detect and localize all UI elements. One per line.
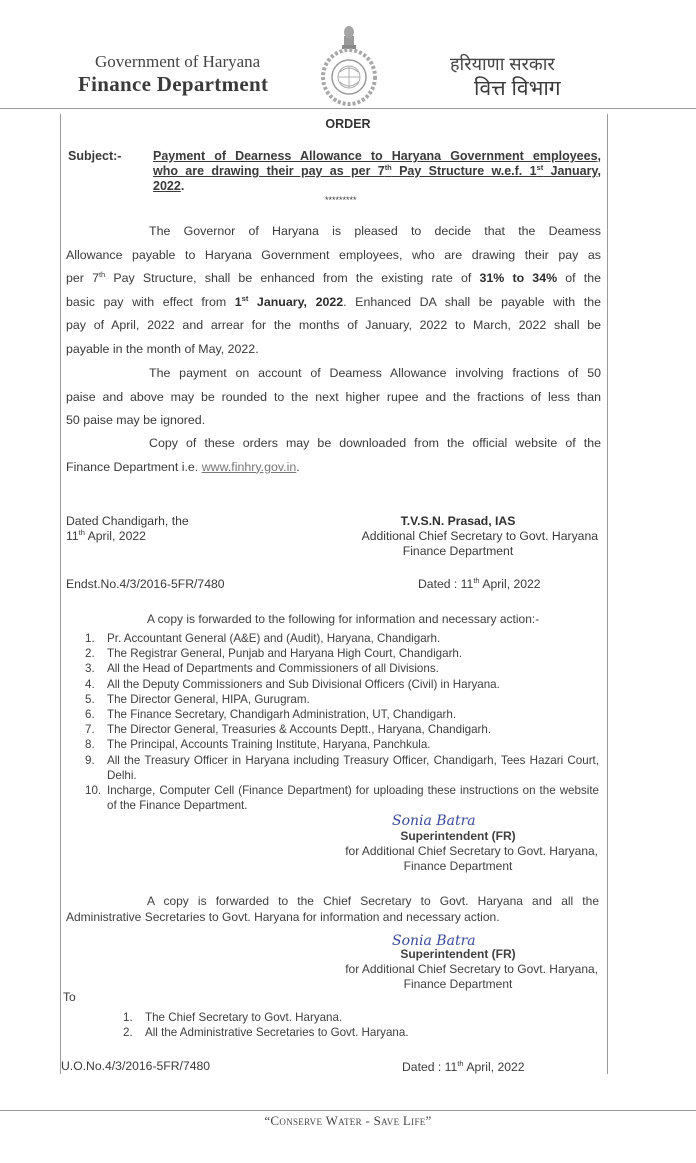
- paragraph-3: [66, 432, 601, 479]
- signature-1-title: Superintendent (FR): [400, 829, 516, 843]
- para2-line1: The payment on account of Deamess Allowance involving fractions of 50: [149, 366, 601, 380]
- para3-line1: Copy of these orders may be downloaded from the official website of the: [149, 436, 601, 450]
- state-emblem-icon: [318, 24, 380, 106]
- signature-1-dept: Finance Department: [403, 859, 513, 873]
- para3-line2: Finance Department i.e. www.finhry.gov.in.: [66, 459, 300, 474]
- left-border: [60, 114, 61, 1074]
- footer-slogan: “Conserve Water - Save Life”: [264, 1113, 432, 1128]
- right-border: [607, 114, 608, 1074]
- subject-line-2c: January,: [543, 164, 601, 178]
- endorsement-number: Endst.No.4/3/2016-5FR/7480: [66, 577, 225, 591]
- signatory-block: [318, 514, 598, 559]
- para1-line3: per 7th Pay Structure, shall be enhanced from the existing rate of 31% to 34% of the: [66, 269, 601, 285]
- to-list-item: 1. The Chief Secretary to Govt. Haryana.: [123, 1011, 343, 1024]
- subject-label: Subject:-: [68, 149, 122, 163]
- signature-2-block: [318, 947, 598, 992]
- subject-sup-th: th: [384, 162, 392, 172]
- signatory-title: Additional Chief Secretary to Govt. Haryana: [361, 529, 598, 543]
- signature-2-title: Superintendent (FR): [400, 947, 516, 961]
- recipient-item: 2. The Registrar General, Punjab and Haryana High Court, Chandigarh.: [85, 647, 463, 661]
- signature-1: Sonia Batra: [392, 813, 476, 829]
- signature-2-for: for Additional Chief Secretary to Govt. Haryana,: [345, 962, 598, 976]
- para2-line3: 50 paise may be ignored.: [66, 413, 206, 427]
- recipient-list: [85, 631, 599, 813]
- to-list: [123, 1010, 593, 1040]
- letterhead-hindi-department: वित्त विभाग: [474, 77, 561, 100]
- subject-line-3: 2022: [153, 179, 181, 193]
- finance-website-link[interactable]: www.finhry.gov.in: [201, 459, 297, 474]
- signatory-department: Finance Department: [402, 544, 514, 558]
- letterhead-government: Government of Haryana: [95, 52, 261, 71]
- subject-line-1: Payment of Dearness Allowance to Haryana Government employees,: [153, 149, 601, 163]
- second-copy-line2: Administrative Secretaries to Govt. Haryana for information and necessary action.: [66, 910, 500, 924]
- subject-sup-st: st: [536, 162, 544, 172]
- letterhead-department: Finance Department: [78, 72, 269, 96]
- recipient-item: 7. The Director General, Treasuries & Accounts Deptt., Haryana, Chandigarh.: [85, 723, 492, 737]
- endorsement-date: Dated : 11th April, 2022: [418, 575, 541, 591]
- subject-line-2a: who are drawing their pay as per 7: [153, 164, 385, 178]
- recipient-item: 9. All the Treasury Officer in Haryana including Treasury Officer, Chandigarh, Tees Hazari Court, Delhi.: [85, 753, 599, 782]
- uo-number: U.O.No.4/3/2016-5FR/7480: [61, 1059, 211, 1073]
- recipient-item: 4. All the Deputy Commissioners and Sub Divisional Officers (Civil) in Haryana.: [85, 677, 500, 691]
- order-dated-date: 11th April, 2022: [66, 527, 146, 543]
- signature-2: Sonia Batra: [392, 933, 476, 949]
- footer-rule: [0, 1110, 696, 1111]
- to-label: To: [63, 990, 76, 1004]
- recipient-item: 5. The Director General, HIPA, Gurugram.: [85, 692, 310, 706]
- para2-line2: paise and above may be rounded to the next higher rupee and the fractions of less than: [66, 389, 601, 404]
- letterhead-hindi-government: हरियाणा सरकार: [450, 54, 555, 74]
- para1-line4: basic pay with effect from 1st January, 2022. Enhanced DA shall be payable with the: [66, 293, 601, 309]
- recipient-item: 10. Incharge, Computer Cell (Finance Department) for uploading these instructions on the website of the Finance Department.: [85, 784, 599, 813]
- para1-line5: pay of April, 2022 and arrear for the months of January, 2022 to March, 2022 shall be: [66, 318, 601, 332]
- para1-line6: payable in the month of May, 2022.: [66, 341, 259, 356]
- subject-text: Payment of Dearness Allowance to Haryana Government employees, who are drawing their pay as per 7th Pay Structure w.e.f. 1st January, 2022.: [153, 149, 601, 193]
- header-rule: [0, 108, 696, 109]
- recipient-item: 3. All the Head of Departments and Commissioners of all Divisions.: [85, 662, 439, 676]
- order-date-block: [66, 514, 189, 544]
- para1-line2: Allowance payable to Haryana Government employees, who are drawing their pay as: [66, 247, 601, 262]
- recipient-item: 6. The Finance Secretary, Chandigarh Administration, UT, Chandigarh.: [85, 708, 457, 722]
- para1-line1: The Governor of Haryana is pleased to decide that the Deamess: [149, 224, 601, 238]
- signatory-name: T.V.S.N. Prasad, IAS: [400, 514, 516, 528]
- signature-1-block: [318, 829, 598, 874]
- endorsement-intro: A copy is forwarded to the following for information and necessary action:-: [147, 612, 540, 626]
- separator-stars: *********: [325, 195, 357, 205]
- uo-date: Dated : 11th April, 2022: [402, 1058, 525, 1074]
- paragraph-2: [66, 362, 601, 433]
- signature-1-for: for Additional Chief Secretary to Govt. Haryana,: [345, 844, 598, 858]
- second-copy-line1: A copy is forwarded to the Chief Secretary to Govt. Haryana and all the: [147, 894, 599, 908]
- second-copy-paragraph: [66, 893, 599, 925]
- order-dated-place: Dated Chandigarh, the: [66, 514, 189, 528]
- recipient-item: 1. Pr. Accountant General (A&E) and (Audit), Haryana, Chandigarh.: [85, 632, 441, 645]
- to-list-item: 2. All the Administrative Secretaries to Govt. Haryana.: [123, 1026, 409, 1040]
- signature-2-dept: Finance Department: [403, 977, 513, 991]
- subject-line-2b: Pay Structure w.e.f. 1: [391, 164, 537, 178]
- recipient-item: 8. The Principal, Accounts Training Institute, Haryana, Panchkula.: [85, 738, 431, 752]
- paragraph-1: [66, 220, 601, 361]
- order-title: ORDER: [325, 117, 371, 131]
